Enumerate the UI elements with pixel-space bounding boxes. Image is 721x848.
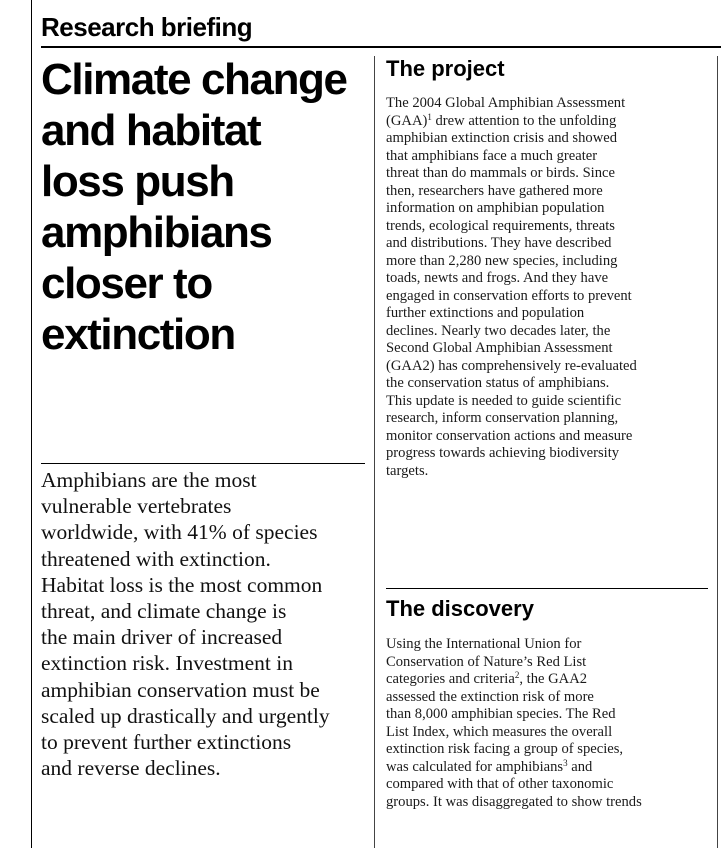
headline-line: closer to [41,259,212,308]
citation-ref: 2 [514,670,520,680]
project-line: that amphibians face a much greater [386,147,598,164]
discovery-line: Conservation of Nature’s Red List [386,653,587,670]
project-line: information on amphibian population [386,200,605,216]
project-line: targets. [386,462,429,479]
summary-line: the main driver of increased [41,625,283,650]
project-line-text: (GAA) [386,112,428,129]
discovery-line: compared with that of other taxonomic [386,776,614,792]
project-paragraph [386,95,716,480]
section-kicker: Research briefing [41,12,253,42]
right-column-rule [717,56,718,848]
discovery-line: assessed the extinction risk of more [386,688,594,705]
discovery-line: Using the International Union for [386,636,582,652]
discovery-line-text: , the GAA2 [519,671,588,687]
discovery-line [386,759,716,777]
summary-line: Amphibians are the most [41,468,257,492]
summary-line: and reverse declines. [41,756,221,781]
summary-line: threatened with extinction. [41,546,271,571]
project-line: the conservation status of amphibians. [386,375,610,391]
citation-ref: 3 [563,757,568,768]
project-line: The 2004 Global Amphibian Assessment [386,95,626,111]
article-summary [41,467,371,781]
discovery-line-text: was calculated for amphibians [386,758,564,775]
summary-line: amphibian conservation must be [41,677,320,702]
kicker-divider [41,46,721,48]
project-line: monitor conservation actions and measure [386,427,633,444]
summary-line: worldwide, with 41% of species [41,520,318,545]
citation-ref: 1 [427,111,432,122]
summary-line: to prevent further extinctions [41,730,292,755]
left-margin-rule [31,0,32,848]
headline-line: Climate change [41,55,347,104]
project-heading: The project [386,56,505,81]
discovery-heading: The discovery [386,596,534,621]
headline-line: loss push [41,157,234,206]
summary-line: scaled up drastically and urgently [41,703,330,728]
discovery-line-text: categories and criteria [386,671,515,687]
discovery-divider [386,588,708,589]
column-divider [374,56,375,848]
headline-line: amphibians [41,208,272,257]
project-line: and distributions. They have described [386,235,612,251]
headline-line: and habitat [41,106,261,155]
project-line: research, inform conservation planning, [386,410,619,426]
project-line: progress towards achieving biodiversity [386,445,620,461]
project-line-text: drew attention to the unfolding [431,112,617,129]
project-line: Second Global Amphibian Assessment [386,340,613,356]
discovery-paragraph [386,636,716,811]
discovery-line [386,671,716,689]
project-line: threat than do mammals or birds. Since [386,165,615,181]
project-line: declines. Nearly two decades later, the [386,322,611,339]
project-line: further extinctions and population [386,305,585,321]
project-line: trends, ecological requirements, threats [386,217,615,234]
discovery-line-text: and [567,758,593,775]
article-headline [41,54,371,360]
project-line: then, researchers have gathered more [386,182,603,199]
summary-line: extinction risk. Investment in [41,651,293,676]
headline-line: extinction [41,310,235,359]
summary-line: Habitat loss is the most common [41,572,323,597]
project-line: more than 2,280 new species, including [386,252,618,269]
project-line: amphibian extinction crisis and showed [386,130,618,146]
project-line [386,113,716,131]
discovery-line: extinction risk facing a group of species, [386,741,624,757]
project-line: (GAA2) has comprehensively re-evaluated [386,357,637,374]
project-line: engaged in conservation efforts to prevent [386,287,632,304]
discovery-line: than 8,000 amphibian species. The Red [386,706,616,722]
project-line: This update is needed to guide scientific [386,392,622,409]
summary-line: threat, and climate change is [41,599,287,624]
discovery-line: List Index, which measures the overall [386,723,613,740]
discovery-line: groups. It was disaggregated to show trends [386,793,642,810]
project-line: toads, newts and frogs. And they have [386,270,609,286]
summary-divider [41,463,365,464]
summary-line: vulnerable vertebrates [41,494,232,519]
